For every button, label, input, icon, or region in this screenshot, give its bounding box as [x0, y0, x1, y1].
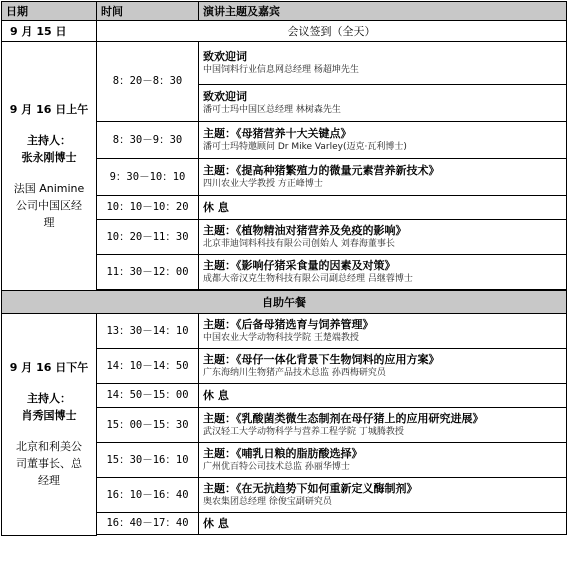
table-row	[2, 42, 567, 85]
session-topic	[199, 122, 567, 159]
session-topic	[199, 220, 567, 255]
session-time: 15：00－15：30	[97, 408, 199, 443]
day1-date: 9 月 15 日	[2, 21, 97, 42]
session-speaker: 奥农集团总经理 徐俊宝副研究员	[203, 497, 332, 507]
afternoon-host-label: 主持人：	[27, 392, 71, 406]
session-speaker: 中国农业大学动物科技学院 王楚端教授	[203, 333, 359, 343]
session-time: 8：30－9：30	[97, 122, 199, 159]
conference-schedule-table	[1, 1, 567, 536]
session-title: 主题：《在无抗趋势下如何重新定义酶制剂》	[203, 482, 418, 495]
session-time: 16：10－16：40	[97, 478, 199, 513]
session-speaker: 武汉轻工大学动物科学与营养工程学院 丁城腾教授	[203, 427, 404, 437]
session-topic	[199, 443, 567, 478]
session-time: 14：10－14：50	[97, 349, 199, 384]
break-label: 休 息	[203, 516, 229, 530]
table-row	[2, 314, 567, 349]
session-speaker: 潘可士玛中国区总经理 林树森先生	[203, 105, 341, 115]
session-title: 主题：《提高种猪繁殖力的微量元素营养新技术》	[203, 164, 440, 177]
session-topic	[199, 314, 567, 349]
morning-host-org: 公司中国区经	[16, 199, 82, 212]
lunch-label: 自助午餐	[2, 291, 567, 314]
morning-date: 9 月 16 日上午	[9, 103, 89, 116]
session-time: 15：30－16：10	[97, 443, 199, 478]
session-title: 致欢迎词	[203, 90, 247, 103]
session-topic	[199, 255, 567, 290]
header-row	[2, 2, 567, 21]
header-time: 时间	[97, 2, 199, 21]
session-topic	[199, 85, 567, 122]
morning-host-label: 主持人：	[27, 134, 71, 147]
session-title: 主题：《母猪营养十大关键点》	[203, 127, 352, 140]
session-topic	[199, 408, 567, 443]
morning-side-cell	[2, 42, 97, 291]
day1-row	[2, 21, 567, 42]
break-label: 休 息	[203, 200, 229, 214]
session-speaker: 广州优百特公司技术总监 孙丽华博士	[203, 462, 350, 472]
session-speaker: 四川农业大学教授 方正峰博士	[203, 179, 323, 189]
session-topic	[199, 349, 567, 384]
session-topic	[199, 478, 567, 513]
session-speaker: 潘可士玛特邀顾问 Dr Mike Varley(迈克·瓦利博士)	[203, 142, 407, 152]
session-time: 16：40－17：40	[97, 513, 199, 535]
morning-host-name: 张永刚博士	[21, 151, 77, 164]
session-time: 10：10－10：20	[97, 196, 199, 220]
session-time: 8：20－8：30	[97, 42, 199, 122]
session-topic	[199, 513, 567, 535]
session-title: 主题：《母仔一体化背景下生物饲料的应用方案》	[203, 353, 440, 366]
session-speaker: 成都大帝汉克生物科技有限公司副总经理 吕继蓉博士	[203, 274, 413, 284]
session-speaker: 中国饲料行业信息网总经理 杨超坤先生	[203, 65, 359, 75]
session-speaker: 广东海纳川生物猪产品技术总监 孙西梅研究员	[203, 368, 386, 378]
session-title: 主题：《影响仔猪采食量的因素及对策》	[203, 259, 396, 272]
session-time: 13：30－14：10	[97, 314, 199, 349]
afternoon-host-org: 司董事长、总	[16, 457, 82, 471]
session-title: 致欢迎词	[203, 50, 247, 63]
header-date: 日期	[2, 2, 97, 21]
session-topic	[199, 384, 567, 408]
session-time: 11：30－12：00	[97, 255, 199, 290]
morning-host-org: 法国 Animine	[13, 182, 85, 195]
session-title: 主题：《哺乳日粮的脂肪酸选择》	[203, 447, 363, 460]
morning-host-org: 理	[43, 216, 55, 229]
session-topic	[199, 159, 567, 196]
session-title: 主题：《后备母猪选育与饲养管理》	[203, 318, 374, 331]
afternoon-host-org: 经理	[38, 474, 60, 488]
afternoon-side-cell	[2, 314, 97, 536]
session-topic	[199, 196, 567, 220]
session-time: 14：50－15：00	[97, 384, 199, 408]
afternoon-date: 9 月 16 日下午	[9, 361, 89, 375]
afternoon-host-org: 北京和利美公	[16, 440, 82, 454]
lunch-row	[2, 291, 567, 314]
session-title: 主题：《乳酸菌类微生态制剂在母仔猪上的应用研究进展》	[203, 412, 484, 425]
day1-event: 会议签到（全天）	[97, 21, 567, 42]
session-time: 10：20－11：30	[97, 220, 199, 255]
session-topic	[199, 42, 567, 85]
afternoon-host-name: 肖秀国博士	[21, 409, 77, 423]
session-speaker: 北京菲迪饲料科技有限公司创始人 刘春海董事长	[203, 239, 395, 249]
break-label: 休 息	[203, 388, 229, 402]
header-topic: 演讲主题及嘉宾	[199, 2, 567, 21]
session-title: 主题：《植物精油对猪营养及免疫的影响》	[203, 224, 407, 237]
session-time: 9：30－10：10	[97, 159, 199, 196]
